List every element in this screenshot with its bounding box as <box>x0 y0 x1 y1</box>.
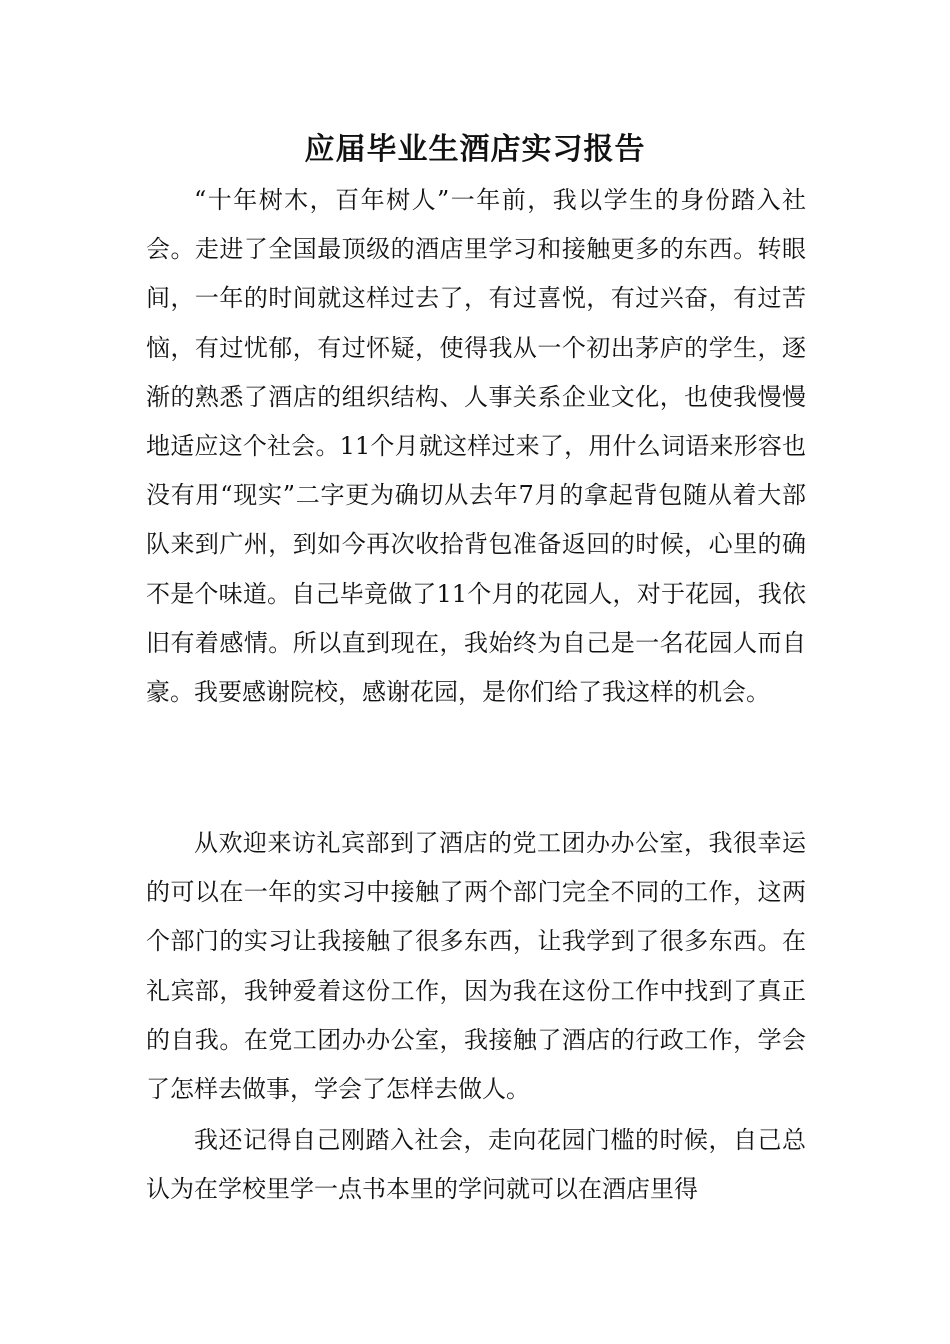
paragraph-intro: “十年树木，百年树人”一年前，我以学生的身份踏入社会。走进了全国最顶级的酒店里学习和接触更多的东西。转眼间，一年的时间就这样过去了，有过喜悦，有过兴奋，有过苦恼，有过忧郁，有过怀疑，使得我从一个初出茅庐的学生，逐渐的熟悉了酒店的组织结构、人事关系企业文化，也使我慢慢地适应这个社会。11个月就这样过来了，用什么词语来形容也没有用“现实”二字更为确切从去年7月的拿起背包随从着大部队来到广州，到如今再次收拾背包准备返回的时候，心里的确不是个味道。自己毕竟做了11个月的花园人，对于花园，我依旧有着感情。所以直到现在，我始终为自己是一名花园人而自豪。我要感谢院校，感谢花园，是你们给了我这样的机会。 <box>146 186 806 707</box>
paragraph-memory: 我还记得自己刚踏入社会，走向花园门槛的时候，自己总认为在学校里学一点书本里的学问就可以在酒店里得 <box>146 1126 806 1204</box>
document-title: 应届毕业生酒店实习报告 <box>304 132 646 167</box>
paragraph-departments: 从欢迎来访礼宾部到了酒店的党工团办办公室，我很幸运的可以在一年的实习中接触了两个部门完全不同的工作，这两个部门的实习让我接触了很多东西，让我学到了很多东西。在礼宾部，我钟爱着这份工作，因为我在这份工作中找到了真正的自我。在党工团办办公室，我接触了酒店的行政工作，学会了怎样去做事，学会了怎样去做人。 <box>146 829 806 1104</box>
